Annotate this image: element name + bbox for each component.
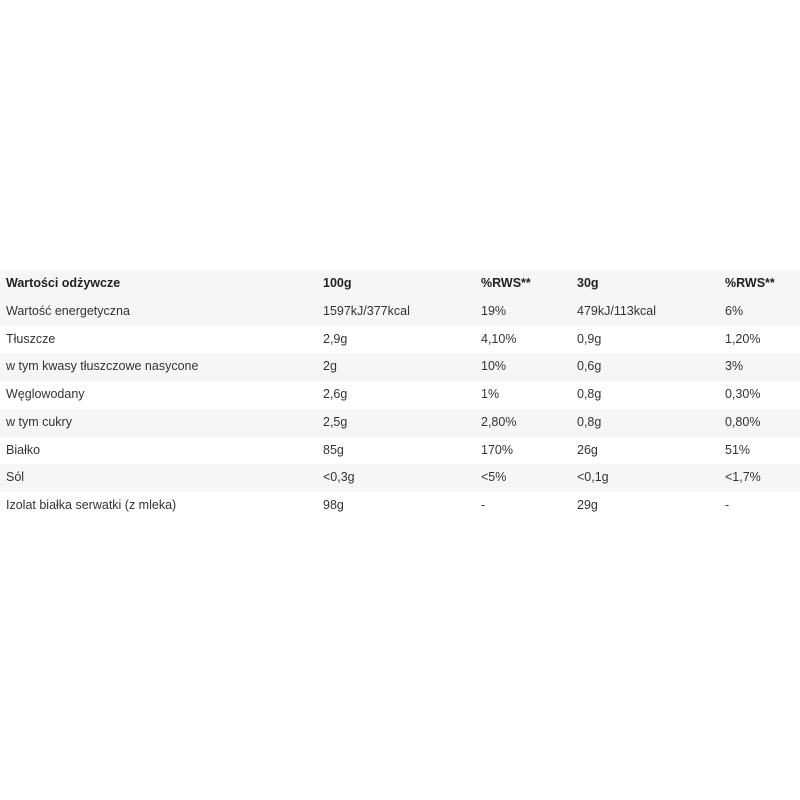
cell-per-100g: 2g (323, 359, 337, 374)
cell-per-30g: 479kJ/113kcal (577, 303, 656, 318)
cell-rws-30g: 6% (725, 303, 744, 318)
cell-rws-100g: 170% (481, 442, 513, 457)
cell-per-100g: <0,3g (323, 470, 355, 485)
cell-rws-100g: 1% (481, 387, 500, 401)
cell-per-100g: 2,9g (323, 331, 348, 346)
cell-per-100g: 1597kJ/377kcal (323, 303, 410, 318)
table-row (0, 409, 800, 437)
cell-per-30g: 0,6g (577, 359, 602, 374)
header-nutrient: Wartości odżywcze (6, 276, 121, 290)
cell-nutrient: w tym cukry (6, 414, 72, 429)
cell-rws-100g: 10% (481, 359, 507, 374)
nutrition-table (0, 270, 800, 520)
nutrition-table-body (0, 298, 800, 520)
header-per-100g: 100g (323, 276, 352, 290)
cell-rws-30g: 1,20% (725, 331, 761, 346)
table-row (0, 437, 800, 465)
cell-rws-30g: - (725, 498, 730, 512)
cell-rws-100g: 19% (481, 303, 507, 318)
cell-per-100g: 98g (323, 498, 344, 512)
table-row (0, 464, 800, 492)
cell-per-30g: 0,8g (577, 387, 602, 401)
cell-nutrient: Białko (6, 442, 41, 457)
table-row (0, 353, 800, 381)
cell-rws-100g: 2,80% (481, 414, 517, 429)
cell-nutrient: Sól (6, 470, 25, 485)
table-row (0, 492, 800, 520)
header-per-30g: 30g (577, 276, 599, 290)
header-rws-100g: %RWS** (481, 276, 531, 290)
cell-per-100g: 85g (323, 442, 344, 457)
table-row (0, 326, 800, 354)
cell-rws-30g: 3% (725, 359, 744, 374)
cell-rws-30g: 51% (725, 442, 751, 457)
header-row (0, 270, 800, 298)
nutrition-table-header (0, 270, 800, 298)
cell-per-30g: 26g (577, 442, 598, 457)
cell-per-30g: 29g (577, 498, 598, 512)
cell-nutrient: Tłuszcze (6, 331, 56, 346)
cell-rws-30g: 0,80% (725, 414, 761, 429)
cell-per-30g: <0,1g (577, 470, 609, 485)
cell-rws-30g: 0,30% (725, 387, 761, 401)
cell-rws-100g: - (481, 498, 486, 512)
cell-rws-30g: <1,7% (725, 470, 761, 485)
cell-rws-100g: <5% (481, 470, 507, 485)
cell-nutrient: w tym kwasy tłuszczowe nasycone (6, 359, 199, 374)
cell-nutrient: Izolat białka serwatki (z mleka) (6, 498, 177, 512)
cell-nutrient: Wartość energetyczna (6, 303, 130, 318)
cell-nutrient: Węglowodany (6, 387, 85, 401)
cell-per-30g: 0,8g (577, 414, 602, 429)
cell-per-30g: 0,9g (577, 331, 602, 346)
cell-per-100g: 2,6g (323, 387, 348, 401)
cell-per-100g: 2,5g (323, 414, 348, 429)
table-row (0, 381, 800, 409)
cell-rws-100g: 4,10% (481, 331, 517, 346)
header-rws-30g: %RWS** (725, 276, 775, 290)
table-row (0, 298, 800, 326)
